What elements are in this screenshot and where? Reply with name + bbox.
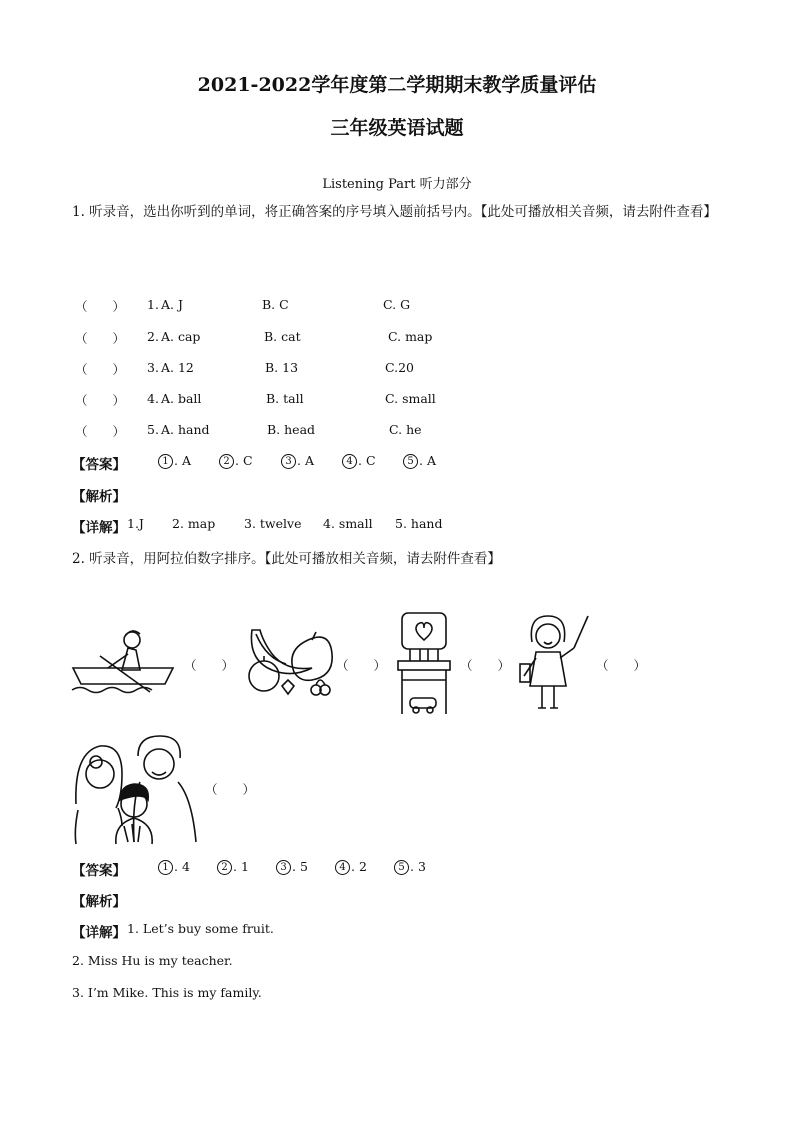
q1-detail-1: 1.J <box>127 516 144 531</box>
q2-answer-3 <box>276 859 308 875</box>
q1-answer-4 <box>342 453 376 469</box>
q2-answer-4-value: . 2 <box>351 859 367 874</box>
q1-item-4-a: A. ball <box>161 391 202 406</box>
q2-pic-3-paren[interactable]: （ ） <box>460 658 511 673</box>
chair-toy-car-icon <box>394 610 454 716</box>
rowing-boat-icon <box>70 626 180 698</box>
q1-answer-label: 【答案】 <box>72 457 126 473</box>
q1-detail-4: 4. small <box>323 516 373 531</box>
q1-item-4-b: B. tall <box>266 391 304 406</box>
q1-answer-2-value: . C <box>235 453 253 468</box>
q2-pic-2-paren[interactable]: （ ） <box>336 658 387 673</box>
q1-analysis-label: 【解析】 <box>72 489 126 505</box>
q1-item-5-paren[interactable]: （ ） <box>75 424 126 439</box>
q2-pic-4-paren[interactable]: （ ） <box>596 658 647 673</box>
q2-answer-3-value: . 5 <box>292 859 308 874</box>
q1-answer-1-value: . A <box>174 453 191 468</box>
q1-item-4-c: C. small <box>385 391 436 406</box>
q1-answer-3 <box>281 453 314 469</box>
q2-answer-5-value: . 3 <box>410 859 426 874</box>
q1-item-2-c: C. map <box>388 329 433 344</box>
q2-pic-1-paren[interactable]: （ ） <box>184 658 235 673</box>
q2-answer-2 <box>217 859 249 875</box>
girl-teacher-icon <box>518 612 590 714</box>
q1-detail-3: 3. twelve <box>244 516 302 531</box>
q2-analysis-label: 【解析】 <box>72 894 126 910</box>
q1-item-1-a: A. J <box>161 297 183 312</box>
page-subtitle: 三年级英语试题 <box>330 117 464 139</box>
q1-item-3-paren[interactable]: （ ） <box>75 362 126 377</box>
fruit-icon <box>242 624 334 700</box>
q1-detail-5: 5. hand <box>395 516 443 531</box>
circled-number: 5 <box>394 860 409 875</box>
q1-item-1-paren[interactable]: （ ） <box>75 299 126 314</box>
q1-item-1-c: C. G <box>383 297 411 312</box>
page-title: 2021-2022学年度第二学期期末教学质量评估 <box>197 74 597 96</box>
q2-detail-1: 1. Let’s buy some fruit. <box>127 921 274 936</box>
q1-item-4-num: 4. <box>147 391 159 406</box>
q1-answer-3-value: . A <box>297 453 314 468</box>
q1-item-5-c: C. he <box>389 422 422 437</box>
q2-answer-1 <box>158 859 190 875</box>
q2-answer-1-value: . 4 <box>174 859 190 874</box>
q1-item-3-num: 3. <box>147 360 159 375</box>
circled-number: 5 <box>403 454 418 469</box>
q2-detail-label: 【详解】 <box>72 925 126 941</box>
q1-answer-5 <box>403 453 436 469</box>
q2-answer-5 <box>394 859 426 875</box>
circled-number: 1 <box>158 454 173 469</box>
circled-number: 4 <box>335 860 350 875</box>
q1-item-1-num: 1. <box>147 297 159 312</box>
q2-detail-2: 2. Miss Hu is my teacher. <box>72 953 233 968</box>
q1-answer-5-value: . A <box>419 453 436 468</box>
q1-item-4-paren[interactable]: （ ） <box>75 393 126 408</box>
q1-answer-2 <box>219 453 253 469</box>
q2-answer-2-value: . 1 <box>233 859 249 874</box>
q1-item-5-a: A. hand <box>161 422 210 437</box>
q1-answer-1 <box>158 453 191 469</box>
q1-item-2-b: B. cat <box>264 329 301 344</box>
q1-item-2-num: 2. <box>147 329 159 344</box>
circled-number: 2 <box>217 860 232 875</box>
q2-prompt: 2. 听录音，用阿拉伯数字排序。【此处可播放相关音频，请去附件查看】 <box>72 551 501 567</box>
circled-number: 2 <box>219 454 234 469</box>
q1-item-5-b: B. head <box>267 422 316 437</box>
q1-item-5-num: 5. <box>147 422 159 437</box>
q1-item-1-b: B. C <box>262 297 289 312</box>
q1-item-3-a: A. 12 <box>161 360 194 375</box>
q1-item-2-paren[interactable]: （ ） <box>75 331 126 346</box>
q1-detail-2: 2. map <box>172 516 216 531</box>
circled-number: 3 <box>276 860 291 875</box>
family-icon <box>72 734 200 846</box>
q1-item-3-c: C.20 <box>385 360 414 375</box>
circled-number: 1 <box>158 860 173 875</box>
q1-item-3-b: B. 13 <box>265 360 299 375</box>
circled-number: 4 <box>342 454 357 469</box>
q1-answer-4-value: . C <box>358 453 376 468</box>
q2-answer-4 <box>335 859 367 875</box>
section-heading: Listening Part 听力部分 <box>322 177 472 192</box>
q1-item-2-a: A. cap <box>161 329 201 344</box>
q1-detail-label: 【详解】 <box>72 520 126 536</box>
q1-prompt: 1. 听录音，选出你听到的单词，将正确答案的序号填入题前括号内。【此处可播放相关音频，请去附件查看】 <box>72 204 717 220</box>
q2-pic-5-paren[interactable]: （ ） <box>205 782 256 797</box>
circled-number: 3 <box>281 454 296 469</box>
q2-answer-label: 【答案】 <box>72 863 126 879</box>
q2-detail-3: 3. I’m Mike. This is my family. <box>72 985 262 1000</box>
